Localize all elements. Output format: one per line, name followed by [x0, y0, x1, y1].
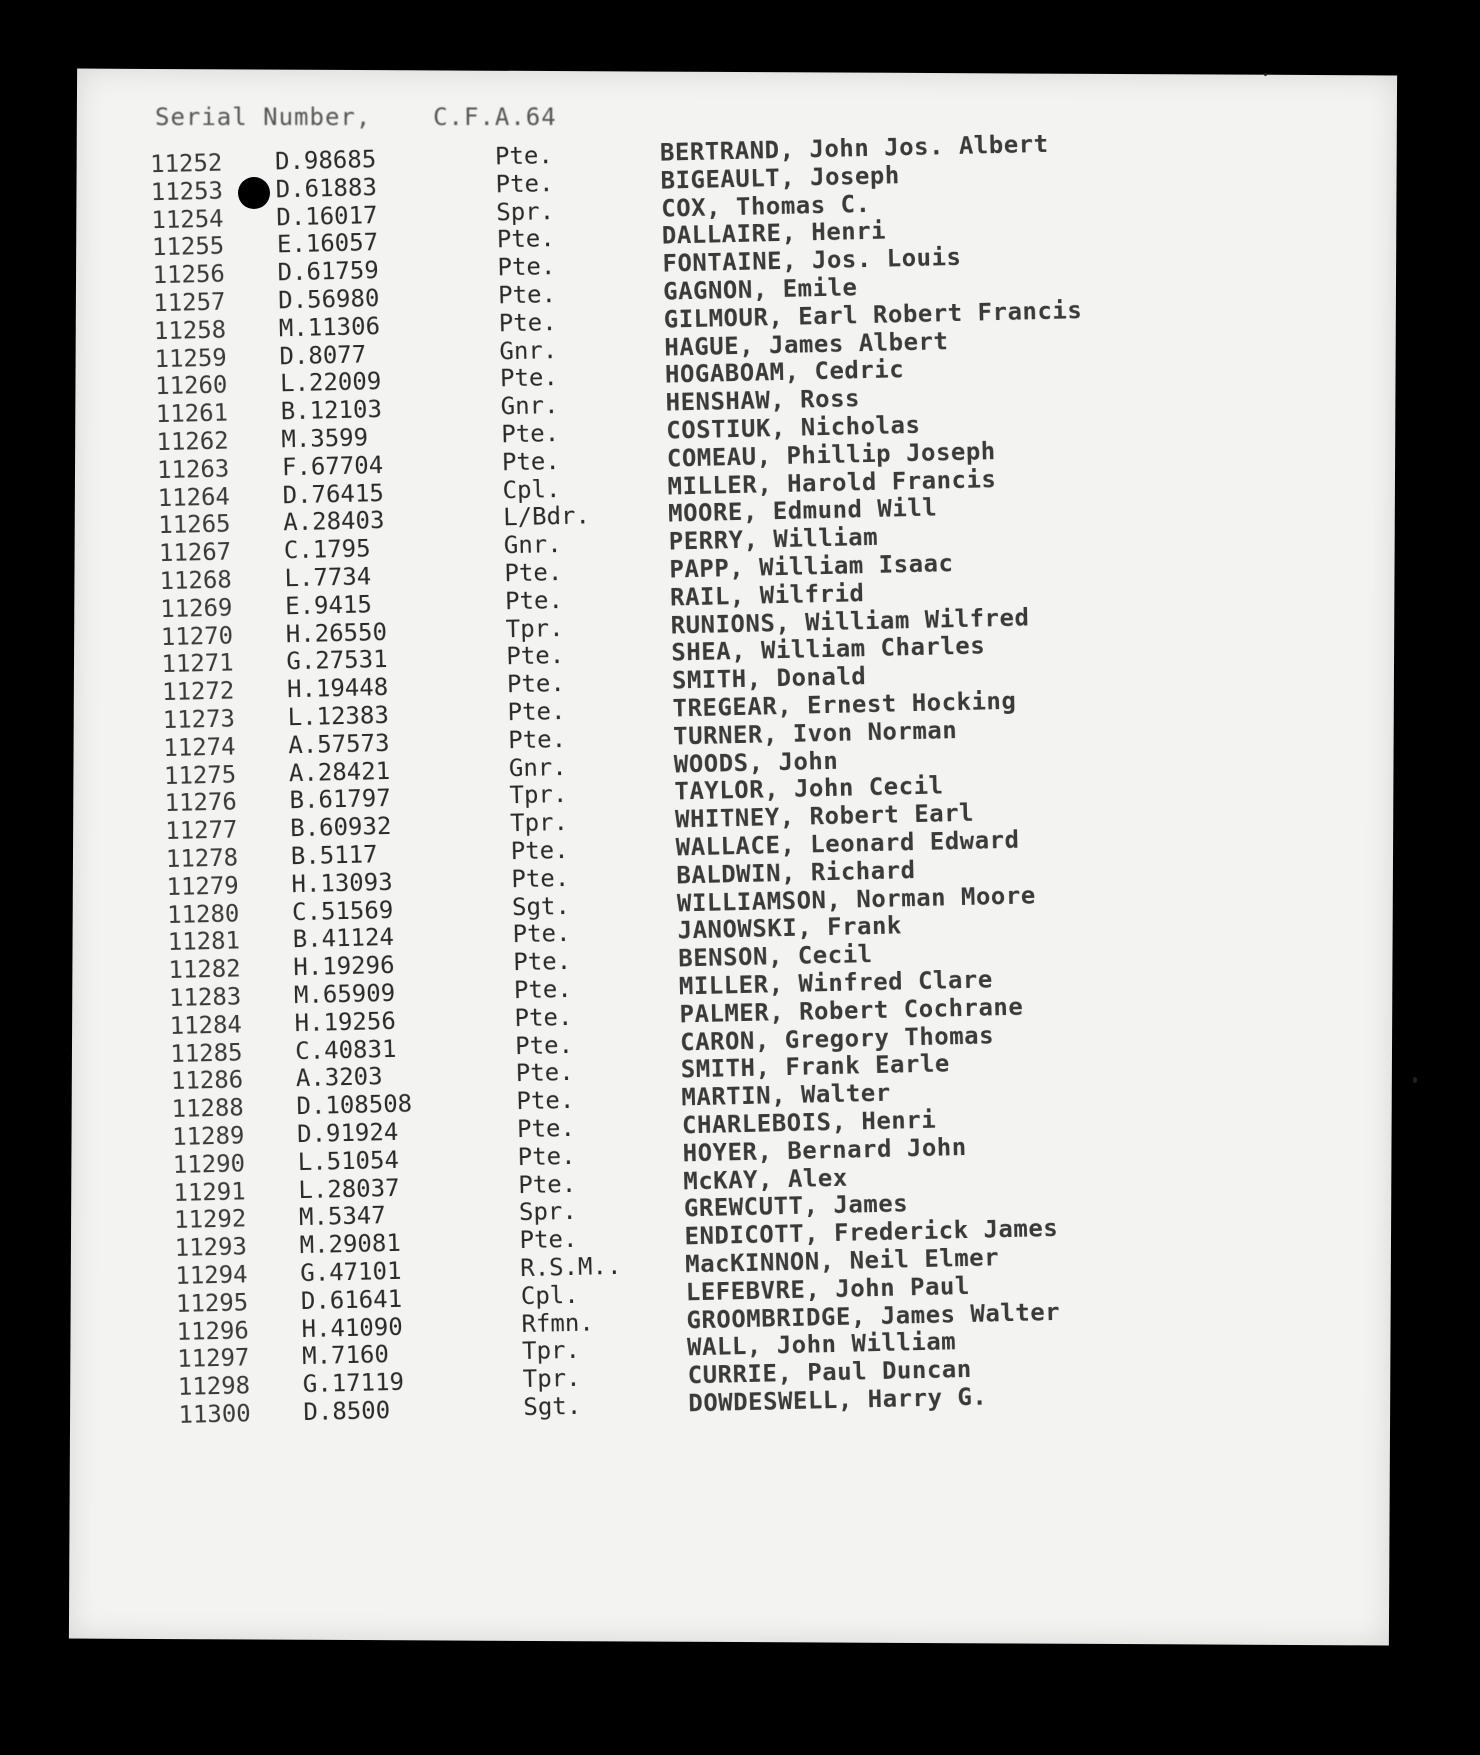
- soldier-name: WILLIAMSON, Norman Moore: [676, 880, 1036, 918]
- soldier-name: TURNER, Ivon Norman: [672, 715, 958, 751]
- serial-number: 11290: [172, 1149, 246, 1179]
- rank: Pte.: [519, 1224, 578, 1255]
- soldier-name: ENDICOTT, Frederick James: [684, 1214, 1059, 1251]
- rank: Gnr.: [508, 752, 567, 782]
- regimental-number: H.19448: [286, 673, 389, 704]
- serial-number: 11296: [176, 1315, 250, 1346]
- serial-number: 11300: [178, 1399, 252, 1429]
- regimental-number: D.98685: [274, 145, 377, 176]
- rank: Gnr.: [500, 391, 559, 421]
- rank: Pte.: [514, 1002, 573, 1032]
- serial-number: 11291: [173, 1176, 246, 1207]
- serial-number: 11295: [175, 1288, 249, 1318]
- soldier-name: SHEA, William Charles: [670, 631, 986, 667]
- serial-number: 11255: [151, 231, 225, 262]
- rank: Tpr.: [505, 613, 564, 643]
- rank: Tpr.: [509, 780, 568, 810]
- regimental-number: B.61797: [289, 784, 392, 815]
- soldier-name: SMITH, Donald: [671, 662, 867, 695]
- rank: Tpr.: [522, 1363, 581, 1394]
- regimental-number: L.51054: [297, 1145, 400, 1176]
- soldier-name: SMITH, Frank Earle: [680, 1049, 951, 1084]
- soldier-name: RUNIONS, William Wilfred: [670, 602, 1030, 640]
- serial-number: 11278: [165, 843, 239, 874]
- rank: Cpl.: [520, 1280, 579, 1310]
- soldier-name: PAPP, William Isaac: [669, 549, 954, 584]
- regimental-number: D.61883: [275, 172, 378, 204]
- serial-number: 11276: [164, 787, 238, 818]
- soldier-name: LEFEBVRE, John Paul: [685, 1271, 971, 1307]
- soldier-name: WOODS, John: [673, 746, 839, 779]
- soldier-name: WALL, John William: [686, 1327, 957, 1362]
- rank: Pte.: [511, 863, 570, 894]
- serial-number: 11270: [160, 621, 234, 651]
- serial-number: 11261: [155, 398, 229, 429]
- regimental-number: L.12383: [287, 700, 390, 732]
- rank: Pte.: [496, 224, 555, 254]
- regimental-number: F.67704: [281, 450, 384, 482]
- soldier-name: BENSON, Cecil: [677, 940, 873, 973]
- soldier-name: BIGEAULT, Joseph: [660, 161, 901, 195]
- soldier-name: WALLACE, Leonard Edward: [675, 825, 1020, 862]
- soldier-name: FONTAINE, Jos. Louis: [662, 243, 962, 278]
- soldier-name: JANOWSKI, Frank: [677, 911, 903, 945]
- serial-number: 11272: [161, 676, 235, 707]
- rank: Pte.: [495, 168, 554, 199]
- serial-number: 11274: [163, 732, 236, 762]
- rank: Pte.: [500, 419, 560, 449]
- serial-number: 11257: [152, 287, 226, 318]
- soldier-name: HAGUE, James Albert: [664, 326, 949, 362]
- dust-speck: [1413, 1077, 1417, 1083]
- soldier-name: DALLAIRE, Henri: [661, 216, 887, 251]
- regimental-number: D.76415: [282, 478, 385, 509]
- rank: Pte.: [516, 1086, 575, 1116]
- serial-number: 11268: [159, 565, 233, 596]
- serial-number: 11252: [149, 148, 223, 179]
- rank: Pte.: [506, 641, 565, 671]
- regimental-number: G.27531: [286, 645, 388, 676]
- rank: Pte.: [506, 669, 566, 699]
- soldier-name: PERRY, William: [668, 522, 879, 556]
- soldier-name: MARTIN, Walter: [681, 1078, 891, 1112]
- rank: R.S.M..: [519, 1251, 622, 1283]
- regimental-number: B.5117: [290, 840, 378, 871]
- regimental-number: M.7160: [301, 1340, 390, 1371]
- soldier-name: BERTRAND, John Jos. Albert: [659, 129, 1049, 167]
- soldier-name: HOGABOAM, Cedric: [664, 355, 905, 389]
- soldier-name: MacKINNON, Neil Elmer: [684, 1243, 1000, 1279]
- regimental-number: D.16017: [276, 200, 378, 231]
- regimental-number: M.11306: [278, 311, 381, 343]
- dust-speck: [1264, 73, 1267, 76]
- rank: Pte.: [507, 724, 567, 755]
- serial-number: 11282: [168, 954, 241, 985]
- regimental-number: L.7734: [284, 562, 372, 593]
- soldier-name: BALDWIN, Richard: [676, 855, 916, 890]
- soldier-name: GILMOUR, Earl Robert Francis: [663, 295, 1083, 334]
- regimental-number: D.91924: [296, 1117, 399, 1149]
- regimental-number: G.47101: [299, 1256, 402, 1288]
- rank: Tpr.: [521, 1336, 581, 1366]
- serial-number: 11264: [157, 482, 231, 512]
- regimental-number: M.3599: [281, 423, 369, 454]
- regimental-number: H.19256: [294, 1006, 397, 1037]
- header-form-code: C.F.A.64: [433, 103, 557, 131]
- rank: Pte.: [514, 1030, 574, 1060]
- soldier-name: COSTIUK, Nicholas: [665, 410, 921, 445]
- rank: Pte.: [501, 446, 561, 477]
- regimental-number: B.12103: [280, 395, 383, 426]
- soldier-name: HENSHAW, Ross: [665, 384, 861, 417]
- rank: Pte.: [498, 307, 557, 338]
- soldier-name: CHARLEBOIS, Henri: [681, 1105, 937, 1140]
- rank: Pte.: [504, 557, 563, 588]
- rank: Pte.: [515, 1058, 574, 1088]
- header-serial-label: Serial Number,: [155, 103, 372, 131]
- regimental-number: C.40831: [294, 1034, 397, 1065]
- serial-number: 11286: [170, 1065, 244, 1096]
- soldier-name: WHITNEY, Robert Earl: [674, 798, 975, 834]
- regimental-number: L.22009: [279, 367, 382, 398]
- rank: Pte.: [494, 141, 554, 171]
- serial-number: 11267: [158, 537, 232, 568]
- rank: Rfmn.: [521, 1308, 595, 1338]
- soldier-name: CURRIE, Paul Duncan: [687, 1355, 973, 1390]
- rank: Pte.: [497, 280, 557, 310]
- regimental-number: M.29081: [299, 1229, 402, 1260]
- soldier-name: CARON, Gregory Thomas: [679, 1020, 995, 1057]
- rank: Pte.: [512, 947, 572, 977]
- regimental-number: L.28037: [298, 1173, 400, 1204]
- regimental-number: D.61641: [300, 1284, 403, 1315]
- rank: Pte.: [497, 252, 556, 282]
- rank: Pte.: [504, 585, 564, 616]
- serial-number: 11283: [168, 982, 242, 1013]
- serial-number: 11269: [159, 593, 233, 623]
- serial-number: 11288: [171, 1093, 245, 1124]
- regimental-number: G.17119: [302, 1367, 405, 1399]
- soldier-name: MILLER, Winfred Clare: [678, 965, 994, 1001]
- rank: Pte.: [513, 974, 573, 1005]
- serial-number: 11260: [154, 370, 228, 401]
- soldier-name: PALMER, Robert Cochrane: [679, 992, 1024, 1029]
- soldier-name: RAIL, Wilfrid: [669, 578, 865, 612]
- serial-number: 11273: [162, 704, 236, 735]
- rank: Cpl.: [502, 474, 561, 504]
- soldier-name: COX, Thomas C.: [660, 189, 871, 223]
- regimental-number: H.13093: [291, 867, 393, 898]
- rank: Pte.: [516, 1113, 576, 1144]
- regimental-number: A.57573: [287, 728, 390, 760]
- rank: Pte.: [499, 363, 559, 393]
- soldier-name: MOORE, Edmund Will: [667, 493, 938, 528]
- regimental-number: B.41124: [292, 923, 395, 954]
- serial-number: 11280: [166, 898, 240, 929]
- regimental-number: M.65909: [293, 978, 396, 1010]
- serial-number: 11275: [163, 760, 237, 790]
- regimental-number: A.28403: [282, 506, 385, 537]
- soldier-name: McKAY, Alex: [682, 1163, 849, 1195]
- rank: L/Bdr.: [502, 501, 591, 532]
- regimental-number: H.19296: [293, 951, 395, 982]
- serial-number: 11285: [169, 1037, 243, 1068]
- soldier-name: GAGNON, Emile: [662, 273, 858, 306]
- serial-number: 11297: [176, 1343, 250, 1374]
- serial-number: 11292: [173, 1204, 247, 1235]
- soldier-name: DOWDESWELL, Harry G.: [688, 1382, 988, 1418]
- regimental-number: D.61759: [277, 256, 380, 287]
- serial-number: 11258: [153, 315, 227, 345]
- regimental-number: C.51569: [291, 895, 394, 926]
- serial-number: 11298: [177, 1371, 251, 1402]
- rank: Pte.: [507, 696, 566, 727]
- regimental-number: H.41090: [301, 1312, 403, 1343]
- rank: Pte.: [518, 1169, 577, 1199]
- punch-hole: [238, 177, 270, 209]
- soldier-name: GROOMBRIDGE, James Walter: [686, 1297, 1061, 1334]
- regimental-number: H.26550: [285, 617, 388, 648]
- serial-number: 11279: [166, 871, 240, 901]
- serial-number: 11265: [157, 509, 231, 540]
- regimental-number: D.8500: [303, 1396, 391, 1427]
- rank: Gnr.: [499, 335, 558, 365]
- soldier-name: TREGEAR, Ernest Hocking: [672, 686, 1017, 723]
- rank: Sgt.: [511, 891, 571, 921]
- rank: Tpr.: [509, 808, 569, 838]
- regimental-number: D.108508: [296, 1089, 413, 1121]
- regimental-number: D.56980: [277, 284, 380, 315]
- serial-number: 11254: [151, 204, 224, 234]
- serial-number: 11277: [164, 815, 238, 846]
- serial-number: 11289: [171, 1121, 245, 1151]
- regimental-number: M.5347: [298, 1201, 387, 1232]
- soldier-name: TAYLOR, John Cecil: [674, 771, 944, 806]
- soldier-name: HOYER, Bernard John: [682, 1132, 967, 1168]
- serial-number: 11293: [174, 1232, 248, 1263]
- regimental-number: E.16057: [276, 228, 379, 259]
- serial-number: 11262: [156, 426, 229, 457]
- regimental-number: C.1795: [283, 534, 371, 565]
- serial-number: 11271: [161, 648, 234, 679]
- serial-number: 11284: [169, 1010, 243, 1040]
- soldier-name: MILLER, Harold Francis: [667, 464, 997, 501]
- serial-number: 11281: [167, 926, 241, 957]
- rank: Gnr.: [503, 530, 562, 560]
- regimental-number: A.3203: [295, 1062, 383, 1093]
- soldier-name: COMEAU, Phillip Joseph: [666, 436, 997, 473]
- rank: Pte.: [510, 835, 569, 866]
- serial-number: 11253: [150, 176, 224, 207]
- serial-number: 11259: [154, 343, 228, 373]
- rank: Spr.: [518, 1197, 578, 1227]
- rank: Spr.: [495, 196, 555, 226]
- regimental-number: E.9415: [284, 590, 373, 621]
- serial-number: 11294: [175, 1260, 248, 1290]
- serial-number: 11256: [152, 259, 226, 290]
- regimental-number: B.60932: [289, 812, 392, 843]
- soldier-name: GREWCUTT, James: [683, 1189, 909, 1223]
- regimental-number: A.28421: [288, 756, 391, 787]
- rank: Pte.: [517, 1141, 576, 1171]
- regimental-number: D.8077: [279, 339, 367, 370]
- rank: Pte.: [512, 919, 571, 949]
- rank: Sgt.: [523, 1391, 582, 1422]
- serial-number: 11263: [156, 454, 230, 484]
